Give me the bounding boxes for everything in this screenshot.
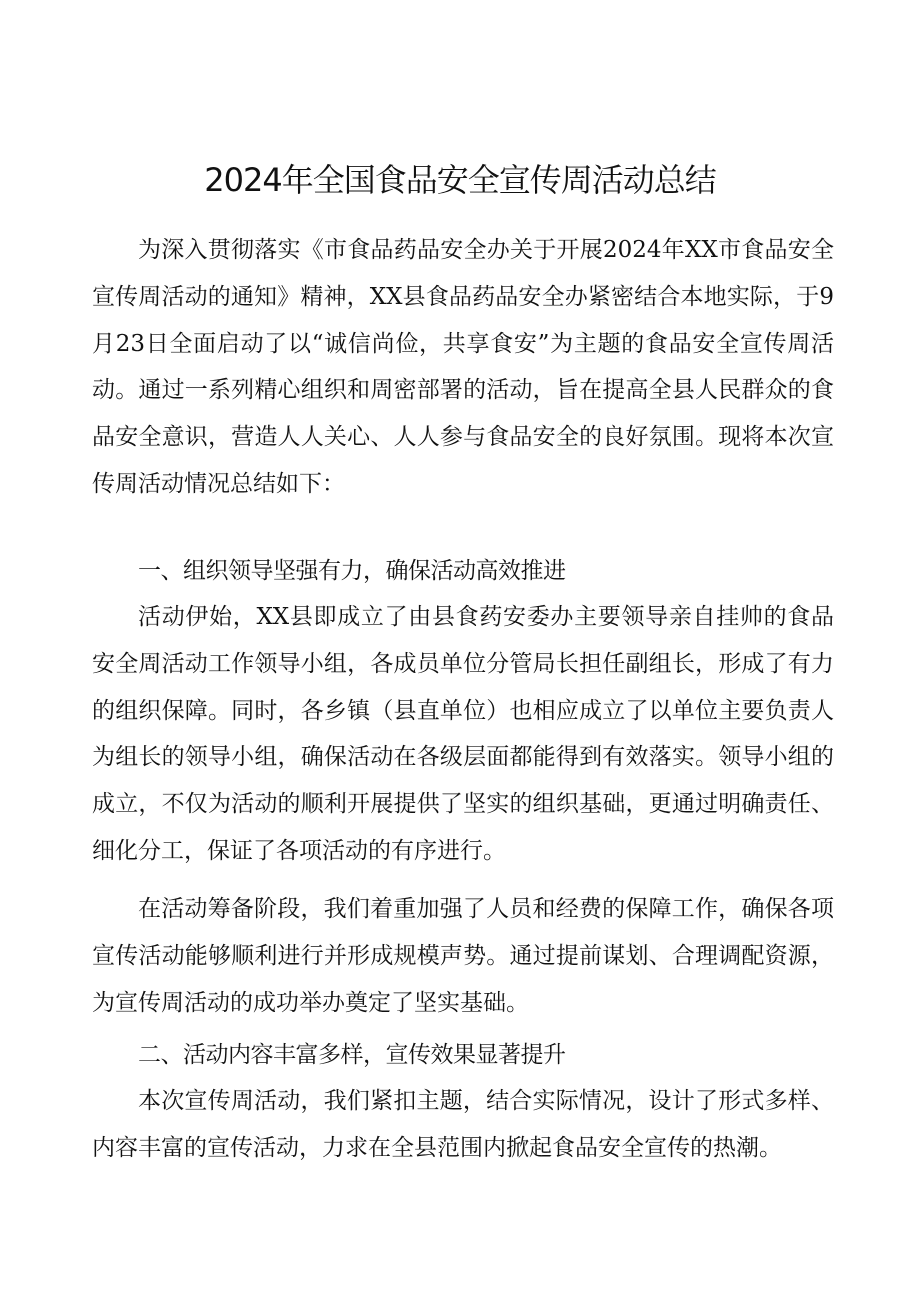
intro-paragraph: 为深入贯彻落实《市食品药品安全办关于开展2024年XX市食品安全宣传周活动的通知》精神，XX县食品药品安全办紧密结合本地实际，于9月23日全面启动了以“诚信尚俭，共享食安”为主题的食品安全宣传周活动。通过一系列精心组织和周密部署的活动，旨在提高全县人民群众的食品安全意识，营造人人关心、人人参与食品安全的良好氛围。现将本次宣传周活动情况总结如下： [92,237,834,497]
section2-paragraph-1: 本次宣传周活动，我们紧扣主题，结合实际情况，设计了形式多样、内容丰富的宣传活动，力求在全县范围内掀起食品安全宣传的热潮。 [92,1088,834,1161]
section-heading-1: 一、组织领导坚强有力，确保活动高效推进 [138,558,566,584]
section1-paragraph-1: 活动伊始，XX县即成立了由县食药安委办主要领导亲自挂帅的食品安全周活动工作领导小组，各成员单位分管局长担任副组长，形成了有力的组织保障。同时，各乡镇（县直单位）也相应成立了以单位主要负责人为组长的领导小组，确保活动在各级层面都能得到有效落实。领导小组的成立，不仅为活动的顺利开展提供了坚实的组织基础，更通过明确责任、细化分工，保证了各项活动的有序进行。 [92,604,834,864]
document-title: 2024年全国食品安全宣传周活动总结 [204,161,716,199]
section1-paragraph-2: 在活动筹备阶段，我们着重加强了人员和经费的保障工作，确保各项宣传活动能够顺利进行并形成规模声势。通过提前谋划、合理调配资源，为宣传周活动的成功举办奠定了坚实基础。 [92,896,834,1016]
section-heading-2: 二、活动内容丰富多样，宣传效果显著提升 [138,1042,566,1068]
